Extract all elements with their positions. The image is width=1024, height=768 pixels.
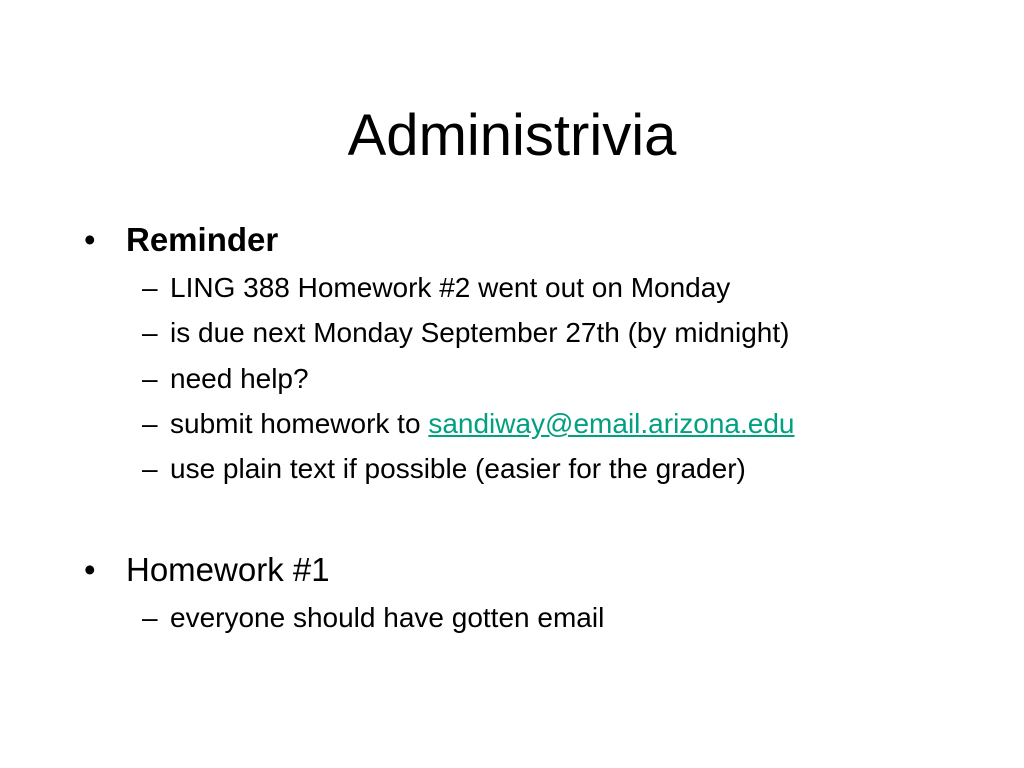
list-item xyxy=(142,314,789,352)
bullet-heading: Reminder xyxy=(126,221,279,258)
bullet-heading: Homework #1 xyxy=(126,551,330,588)
email-link[interactable]: sandiway@email.arizona.edu xyxy=(428,408,795,439)
dash-marker: – xyxy=(142,317,158,348)
list-item-text: use plain text if possible (easier for the grader) xyxy=(170,453,746,484)
bullet-reminder xyxy=(84,218,278,262)
list-item-text: need help? xyxy=(170,363,309,394)
list-item-text: LING 388 Homework #2 went out on Monday xyxy=(170,272,731,303)
bullet-homework-1 xyxy=(84,548,330,592)
slide-title: Administrivia xyxy=(347,103,677,168)
dash-marker: – xyxy=(142,272,158,303)
list-item xyxy=(142,360,309,398)
list-item xyxy=(142,599,604,637)
list-item xyxy=(142,450,746,488)
list-item-text: everyone should have gotten email xyxy=(170,602,605,633)
bullet-dot: • xyxy=(84,221,96,258)
dash-marker: – xyxy=(142,363,158,394)
dash-marker: – xyxy=(142,408,158,439)
list-item-text: submit homework to xyxy=(170,408,429,439)
dash-marker: – xyxy=(142,602,158,633)
bullet-dot: • xyxy=(84,551,96,588)
dash-marker: – xyxy=(142,453,158,484)
list-item xyxy=(142,269,730,307)
list-item xyxy=(142,405,795,443)
list-item-text: is due next Monday September 27th (by midnight) xyxy=(170,317,790,348)
